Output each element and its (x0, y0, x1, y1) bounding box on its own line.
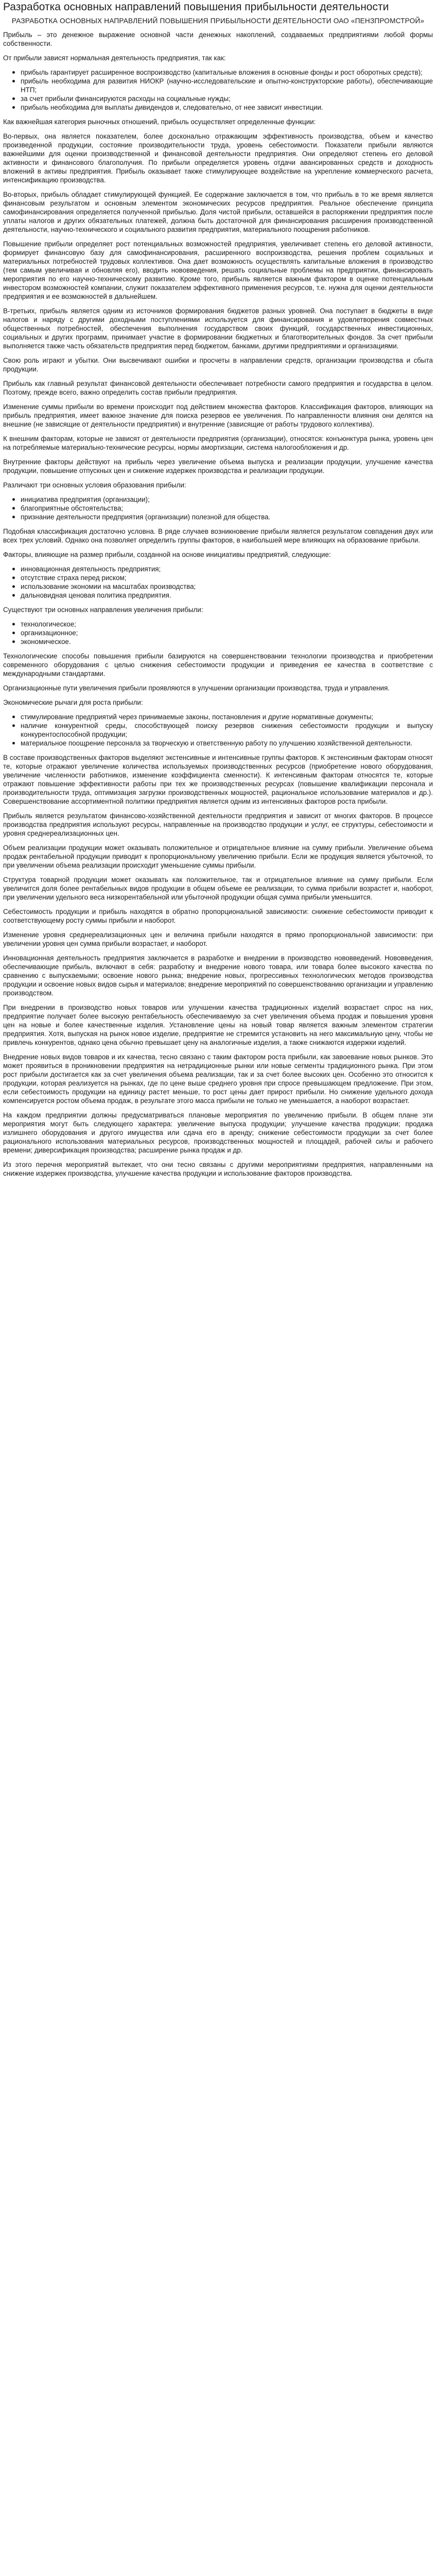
paragraph: Технологические способы повышения прибыли базируются на совершенствовании технологии производства и приобретении современного оборудования с целью снижения себестоимости продукции и приведения ее качества в соответствие с международными стандартами. (3, 652, 433, 677)
paragraph: Повышение прибыли определяет рост потенциальных возможностей предприятия, увеличивает степень его деловой активности, формирует финансовую базу для самофинансирования, расширенного воспроизводства, решения проблем социальных и материальных потребностей трудовых коллективов. Она дает возможность осуществлять капитальные вложения в производство (тем самым увеличивая и обновляя его), вводить нововведения, решать социальные проблемы на предприятии, финансировать мероприятия по его научно-техническому развитию. Кроме того, прибыль является важным фактором в оценке потенциальным инвестором возможностей компании, служит показателем эффективного применения ресурсов, т.е. нужна для оценки деятельности предприятия и ее возможностей в дальнейшем. (3, 240, 433, 300)
paragraph: Во-вторых, прибыль обладает стимулирующей функцией. Ее содержание заключается в том, что прибыль в то же время является финансовым результатом и основным элементом экономических ресурсов предприятия. Реальное обеспечение принципа самофинансирования определяется полученной прибылью. Доля чистой прибыли, оставшейся в распоряжении предприятия после уплаты налогов и других обязательных платежей, должна быть достаточной для финансирования расширения производственной деятельности, научно-технического и социального развития предприятия, материального поощрения работников. (3, 191, 433, 233)
list-item: инновационная деятельность предприятия; (21, 565, 433, 573)
paragraph: Факторы, влияющие на размер прибыли, созданной на основе инициативы предприятий, следующие: (3, 551, 331, 558)
paragraph: В составе производственных факторов выделяют экстенсивные и интенсивные группы факторов. К экстенсивным факторам относят те, которые отражают увеличение количества используемых производственных ресурсов (приобретение нового оборудования, увеличение численности работников, изменение коэффициента сменности). К интенсивным факторам относятся те, которые отражают повышение эффективности работы при тех же производственных ресурсах (повышение квалификации персонала и производительности труда, оптимизация загрузки производственных мощностей, рациональное использование материалов и др.). Совершенствование ассортиментной политики предприятия является одним из интенсивных факторов роста прибыли. (3, 754, 433, 805)
list-item: использование экономии на масштабах производства; (21, 582, 433, 591)
paragraph: Внедрение новых видов товаров и их качества, тесно связано с таким фактором роста прибыли, как завоевание новых рынков. Это может проявиться в проникновении предприятия на нетрадиционные рынки или новые сегменты традиционного рынка. При этом рост прибыли достигается как за счет увеличения объема реализации, так и за счет более высоких цен. Особенно это относится к продукции, которая реализуется на рынках, где по цене выше среднего уровня при спросе превышающем предложение. При этом, если себестоимость продукции на единицу растет меньше, то рост цены дает прирост прибыли. Но снижение удельного дохода компенсируется ростом объема продаж, в результате этого масса прибыли не только не уменьшается, а наоборот возрастает. (3, 1053, 433, 1105)
paragraph: Внутренние факторы действуют на прибыль через увеличение объема выпуска и реализации продукции, улучшение качества продукции, повышение отпускных цен и снижение издержек производства и реализации продукции. (3, 458, 433, 474)
paragraph: Существуют три основных направления увеличения прибыли: (3, 606, 203, 614)
list-item: технологическое; (21, 620, 433, 629)
list-item: организационное; (21, 629, 433, 637)
bullet-list (3, 495, 433, 521)
bullet-list (3, 713, 433, 748)
article-body (3, 30, 433, 1178)
paragraph: Объем реализации продукции может оказывать положительное и отрицательное влияние на сумму прибыли. Увеличение объема продаж рентабельной продукции приводит к пропорциональному увеличению прибыли. Если же продукция является убыточной, то при увеличении объема реализации происходит уменьшение суммы прибыли. (3, 844, 433, 869)
paragraph: Как важнейшая категория рыночных отношений, прибыль осуществляет определенные функции: (3, 118, 316, 126)
list-item: прибыль необходима для развития НИОКР (научно-исследовательские и опытно-конструкторские работы), обеспечивающие НТП; (21, 77, 433, 94)
paragraph: Изменение уровня среднереализационных цен и величина прибыли находятся в прямо пропорциональной зависимости: при увеличении уровня цен сумма прибыли возрастает, и наоборот. (3, 931, 433, 947)
paragraph: На каждом предприятии должны предусматриваться плановые мероприятия по увеличению прибыли. В общем плане эти мероприятия могут быть следующего характера: увеличение выпуска продукции; улучшение качества продукции; продажа излишнего оборудования и другого имущества или сдача его в аренду; снижение себестоимости продукции за счет более рационального использования материальных ресурсов, производственных мощностей и площадей, рабочей силы и рабочего времени; диверсификация производства; расширение рынка продаж и др. (3, 1111, 433, 1154)
paragraph: При внедрении в производство новых товаров или улучшении качества традиционных изделий возрастает спрос на них, предприятие получает более высокую рентабельность обеспечиваемую за счет увеличения объема продаж и повышения уровня цен на новые и более качественные изделия. Установление цены на новый товар является важным элементом стратегии предприятия. Хотя, выпуская на рынок новое изделие, предприятие не стремится установить на него максимальную цену, чтобы не привлечь конкурентов, однако цена обычно превышает цену на аналогичные изделия, а также снижаются издержки изделий. (3, 1004, 433, 1046)
article (0, 0, 436, 1204)
list-item: за счет прибыли финансируются расходы на социальные нужды; (21, 94, 433, 103)
list-item: отсутствие страха перед риском; (21, 573, 433, 582)
paragraph: Подобная классификация достаточно условна. В ряде случаев возникновение прибыли является результатом совпадения двух или всех трех условий. Однако она позволяет определить группы факторов, в наибольшей мере влияющих на образование прибыли. (3, 528, 433, 544)
paragraph: Прибыль как главный результат финансовой деятельности обеспечивает потребности самого предприятия и государства в целом. Поэтому, прежде всего, важно определить состав прибыли предприятия. (3, 380, 433, 396)
paragraph: В-третьих, прибыль является одним из источников формирования бюджетов разных уровней. Она поступает в бюджеты в виде налогов и наряду с другими доходными поступлениями используется для финансирования и удовлетворения совместных общественных потребностей, обеспечения выполнения государством своих функций, государственных инвестиционных, социальных и других программ, принимает участие в формировании бюджетных и благотворительных фондов. За счет прибыли выполняется также часть обязательств предприятия перед бюджетом, банками, другими предприятиями и организациями. (3, 307, 433, 350)
list-item: дальновидная ценовая политика предприятия. (21, 591, 433, 600)
paragraph: От прибыли зависят нормальная деятельность предприятия, так как: (3, 54, 226, 62)
paragraph: Свою роль играют и убытки. Они высвечивают ошибки и просчеты в направлении средств, организации производства и сбыта продукции. (3, 357, 433, 373)
paragraph: Изменение суммы прибыли во времени происходит под действием множества факторов. Классификация факторов, влияющих на прибыль предприятия, имеет важное значение для поиска резервов ее увеличения. По направленности влияния они делятся на внешние (не зависящие от деятельности предприятия) и внутренние (зависящие от работы трудового коллектива). (3, 403, 433, 428)
bullet-list (3, 565, 433, 600)
article-subtitle: РАЗРАБОТКА ОСНОВНЫХ НАПРАВЛЕНИЙ ПОВЫШЕНИЯ ПРИБЫЛЬНОСТИ ДЕЯТЕЛЬНОСТИ ОАО «ПЕНЗПРОМСТРОЙ» (11, 17, 425, 25)
paragraph: Прибыль является результатом финансово-хозяйственной деятельности предприятия и зависит от многих факторов. В процессе производства предприятия используют ресурсы, направленные на производство продукции и услуг, ее структуры, себестоимости и уровня среднереализационных цен. (3, 812, 433, 837)
list-item: наличие конкурентной среды, способствующей поиску резервов снижения себестоимости продукции и выпуску конкурентоспособной продукции; (21, 722, 433, 738)
paragraph: Во-первых, она является показателем, более досконально отражающим эффективность производства, объем и качество произведенной продукции, состояние производительности труда, уровень себестоимости. Показатели прибыли являются важнейшими для оценки производственной и финансовой деятельности предприятия. Они определяют степень его деловой активности и финансового благополучия. По прибыли определяется уровень отдачи авансированных средств и доходность вложений в активы предприятия. Прибыль оказывает также стимулирующее воздействие на укрепление коммерческого расчета, интенсификацию производства. (3, 132, 433, 184)
list-item: экономическое. (21, 637, 433, 646)
list-item: инициатива предприятия (организации); (21, 495, 433, 504)
paragraph: Себестоимость продукции и прибыль находятся в обратно пропорциональной зависимости: снижение себестоимости приводит к соответствующему росту суммы прибыли и наоборот. (3, 908, 433, 924)
paragraph: Прибыль – это денежное выражение основной части денежных накоплений, создаваемых предприятиями любой формы собственности. (3, 31, 433, 47)
paragraph: К внешним факторам, которые не зависят от деятельности предприятия (организации), относятся: конъюнктура рынка, уровень цен на потребляемые материально-технические ресурсы, нормы амортизации, система налогообложения и др. (3, 435, 433, 451)
list-item: прибыль необходима для выплаты дивидендов и, следовательно, от нее зависит инвестиции. (21, 103, 433, 112)
list-item: признание деятельности предприятия (организации) полезной для общества. (21, 513, 433, 521)
list-item: материальное поощрение персонала за творческую и ответственную работу по улучшению хозяйственной деятельности. (21, 739, 433, 748)
page-title: Разработка основных направлений повышения прибыльности деятельности (3, 1, 389, 13)
paragraph: Организационные пути увеличения прибыли проявляются в улучшении организации производства, труда и управления. (3, 684, 390, 692)
list-item: стимулирование предприятий через принимаемые законы, постановления и другие нормативные документы; (21, 713, 433, 721)
paragraph: Инновационная деятельность предприятия заключается в разработке и внедрении в производство нововведений. Нововведения, обеспечивающие прибыль, включают в себя: разработку и внедрение нового товара, или товара более высокого качества по сравнению с выпускаемыми; освоение нового рынка; внедрение новых, прогрессивных технологических методов производства продукции и освоение новых видов сырья и материалов; внедрение мероприятий по совершенствованию организации и управлению производством. (3, 954, 433, 997)
bullet-list (3, 68, 433, 112)
list-item: прибыль гарантирует расширенное воспроизводство (капитальные вложения в основные фонды и рост оборотных средств); (21, 68, 433, 77)
paragraph: Структура товарной продукции может оказывать как положительное, так и отрицательное влияние на сумму прибыли. Если увеличится доля более рентабельных видов продукции в общем объеме ее реализации, то сумма прибыли возрастет и, наоборот, при увеличении удельного веса низкорентабельной или убыточной продукции общая сумма прибыли уменьшится. (3, 876, 433, 901)
paragraph: Различают три основных условия образования прибыли: (3, 481, 186, 489)
list-item: благоприятные обстоятельства; (21, 504, 433, 513)
paragraph: Экономические рычаги для роста прибыли: (3, 699, 143, 706)
paragraph: Из этого перечня мероприятий вытекает, что они тесно связаны с другими мероприятиями предприятия, направленными на снижение издержек производства, улучшение качества продукции и использование факторов производства. (3, 1161, 433, 1177)
bullet-list (3, 620, 433, 646)
